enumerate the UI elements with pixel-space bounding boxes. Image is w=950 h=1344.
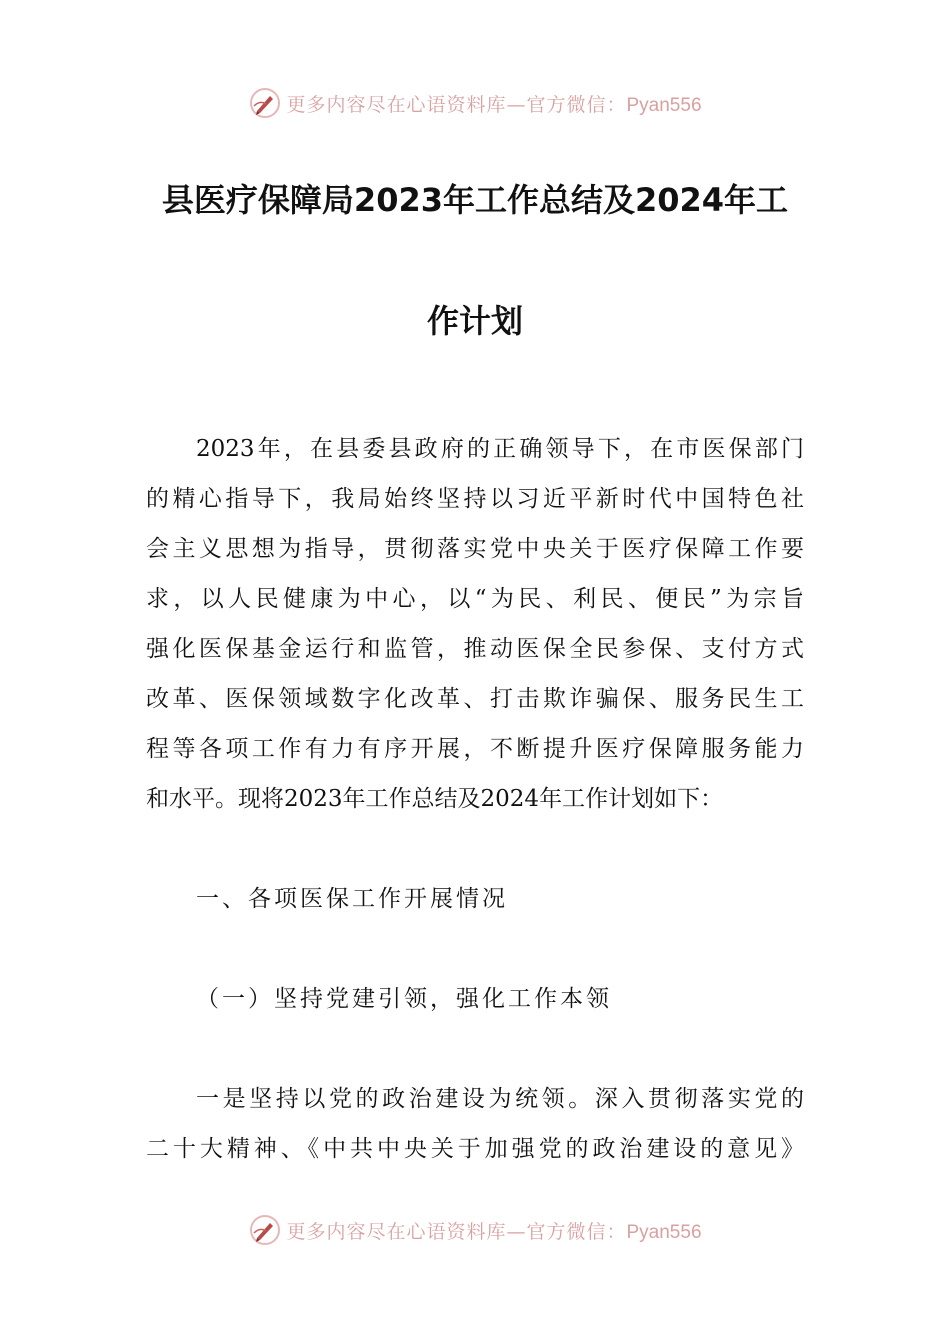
paragraph-1-line-3: 会主义思想为指导，贯彻落实党中央关于医疗保障工作要 bbox=[146, 536, 804, 562]
watermark-bottom bbox=[0, 1212, 950, 1248]
paragraph-1-line-6: 改革、医保领域数字化改革、打击欺诈骗保、服务民生工 bbox=[146, 686, 804, 712]
paragraph-2-line-1: 一是坚持以党的政治建设为统领。深入贯彻落实党的 bbox=[196, 1086, 804, 1112]
document-title-line-2: 作计划 bbox=[426, 302, 523, 340]
document-title-line-1: 县医疗保障局2023年工作总结及2024年工 bbox=[161, 181, 789, 219]
paragraph-1-line-7: 程等各项工作有力有序开展，不断提升医疗保障服务能力 bbox=[146, 736, 804, 762]
watermark-text: 更多内容尽在心语资料库—官方微信：Pyan556 bbox=[286, 93, 702, 116]
pen-logo-icon bbox=[248, 1213, 282, 1247]
paragraph-1-line-8: 和水平。现将2023年工作总结及2024年工作计划如下： bbox=[146, 786, 724, 812]
paragraph-1-line-5: 强化医保基金运行和监管，推动医保全民参保、支付方式 bbox=[146, 636, 804, 662]
watermark-text: 更多内容尽在心语资料库—官方微信：Pyan556 bbox=[286, 1220, 702, 1243]
paragraph-1-line-4: 求，以人民健康为中心，以“为民、利民、便民”为宗旨 bbox=[146, 586, 804, 612]
paragraph-1-line-1: 2023年，在县委县政府的正确领导下，在市医保部门 bbox=[196, 436, 804, 462]
paragraph-1-line-2: 的精心指导下，我局始终坚持以习近平新时代中国特色社 bbox=[146, 486, 804, 512]
watermark-wechat-id: Pyan556 bbox=[626, 94, 702, 116]
paragraph-2-line-2: 二十大精神、《中共中央关于加强党的政治建设的意见》 bbox=[146, 1136, 804, 1162]
pen-logo-icon bbox=[248, 86, 282, 120]
watermark-top bbox=[0, 85, 950, 121]
subsection-heading-1: （一）坚持党建引领，强化工作本领 bbox=[196, 986, 612, 1012]
section-heading-1: 一、各项医保工作开展情况 bbox=[196, 886, 508, 912]
watermark-wechat-id: Pyan556 bbox=[626, 1221, 702, 1243]
